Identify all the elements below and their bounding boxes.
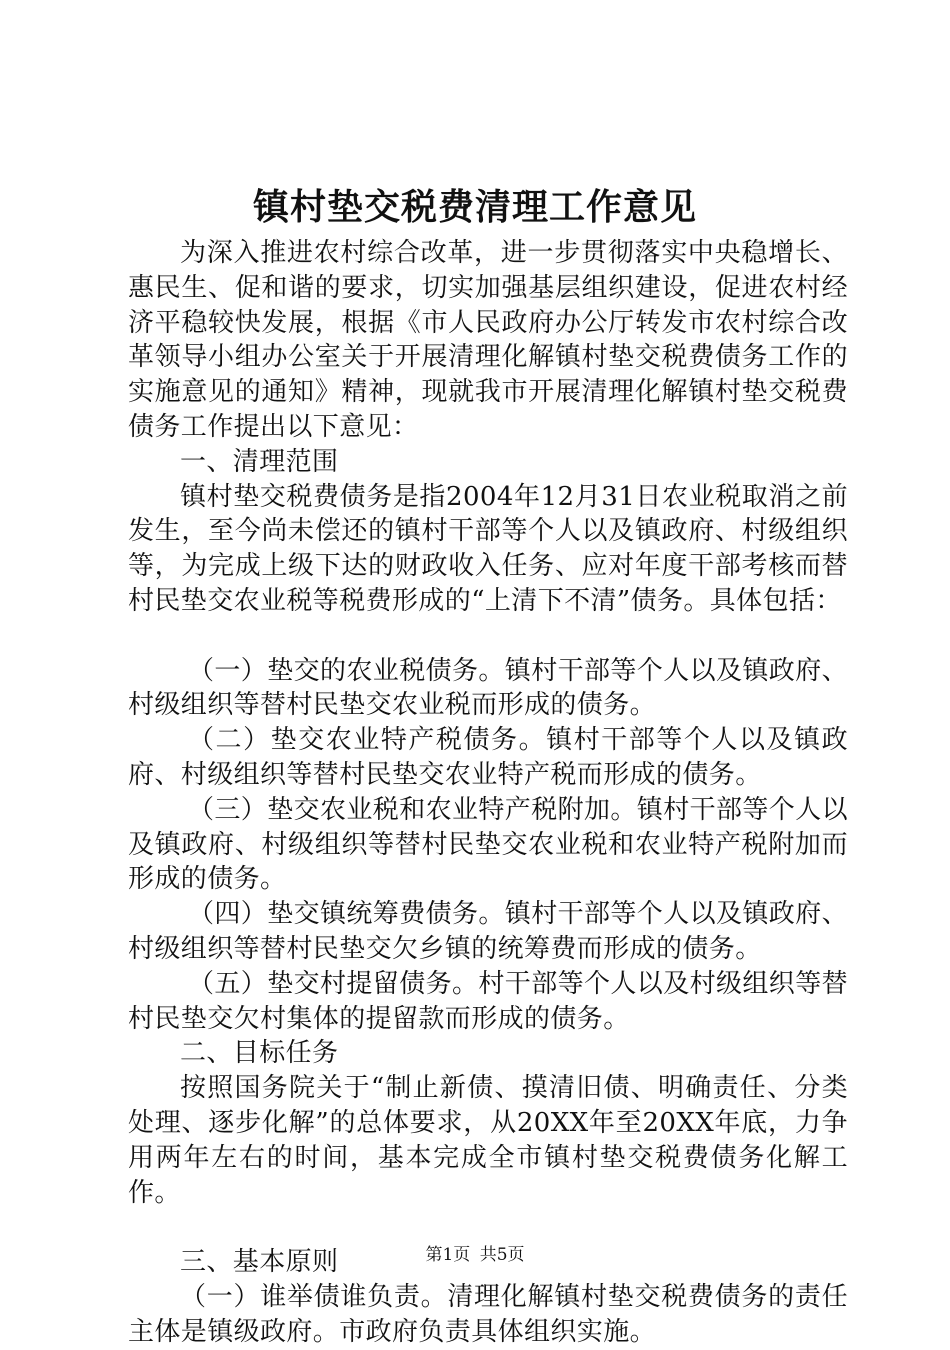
scope-item-3: （三）垫交农业税和农业特产税附加。镇村干部等个人以及镇政府、村级组织等替村民垫交农业税和农业特产税附加而形成的债务。	[128, 794, 849, 895]
scope-paragraph: 镇村垫交税费债务是指2004年12月31日农业税取消之前发生，至今尚未偿还的镇村干部等个人以及镇政府、村级组织等，为完成上级下达的财政收入任务、应对年度干部考核而替村民垫交农业税等税费形成的“上清下不清”债务。具体包括：	[128, 481, 848, 616]
principle-item-1: （一）谁举债谁负责。清理化解镇村垫交税费债务的责任主体是镇级政府。市政府负责具体组织实施。	[128, 1281, 848, 1347]
scope-item-5: （五）垫交村提留债务。村干部等个人以及村级组织等替村民垫交欠村集体的提留款而形成的债务。	[128, 968, 849, 1034]
page-number: 第1页 共5页	[425, 1245, 525, 1265]
intro-paragraph: 为深入推进农村综合改革，进一步贯彻落实中央稳增长、惠民生、促和谐的要求，切实加强基层组织建设，促进农村经济平稳较快发展，根据《市人民政府办公厅转发市农村综合改革领导小组办公室关于开展清理化解镇村垫交税费债务工作的实施意见的通知》精神，现就我市开展清理化解镇村垫交税费债务工作提出以下意见：	[128, 238, 848, 442]
section-heading-goals: 二、目标任务	[180, 1038, 339, 1069]
scope-item-2: （二）垫交农业特产税债务。镇村干部等个人以及镇政府、村级组织等替村民垫交农业特产税而形成的债务。	[128, 725, 848, 790]
section-heading-scope: 一、清理范围	[180, 446, 339, 477]
scope-item-1: （一）垫交的农业税债务。镇村干部等个人以及镇政府、村级组织等替村民垫交农业税而形成的债务。	[128, 655, 849, 721]
paragraph-gap	[128, 1210, 848, 1245]
scope-item-4: （四）垫交镇统筹费债务。镇村干部等个人以及镇政府、村级组织等替村民垫交欠乡镇的统筹费而形成的债务。	[128, 899, 849, 964]
document-title: 镇村垫交税费清理工作意见	[252, 186, 697, 228]
document-body	[128, 236, 848, 1350]
goals-paragraph: 按照国务院关于“制止新债、摸清旧债、明确责任、分类处理、逐步化解”的总体要求，从20XX年至20XX年底，力争用两年左右的时间，基本完成全市镇村垫交税费债务化解工作。	[128, 1073, 848, 1208]
section-heading-principles: 三、基本原则	[180, 1247, 339, 1278]
paragraph-gap	[128, 619, 848, 654]
